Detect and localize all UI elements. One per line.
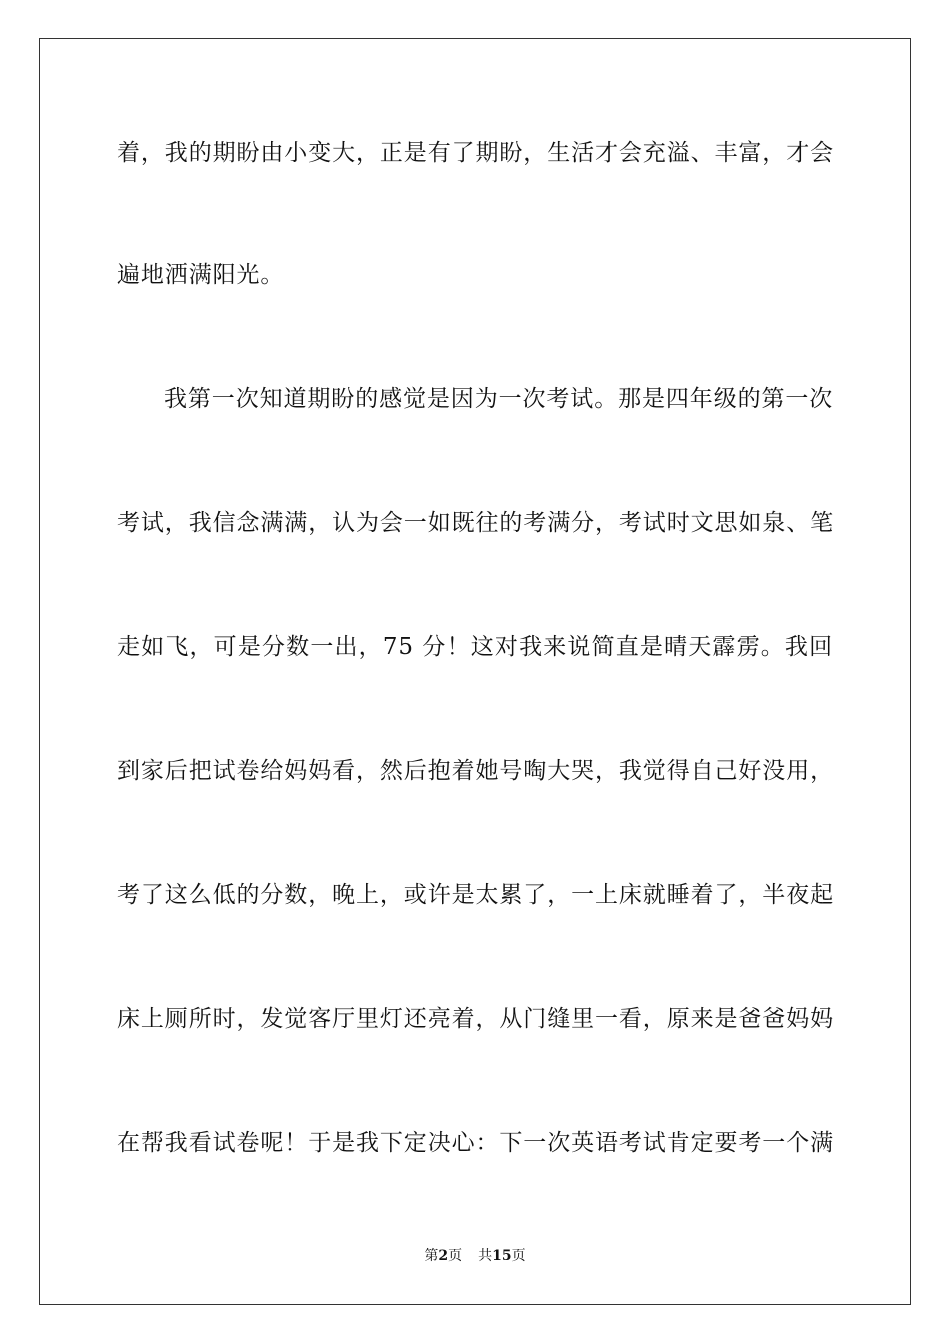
text-line-6: 到家后把试卷给妈妈看，然后抱着她号啕大哭，我觉得自己好没用， — [117, 758, 834, 784]
page-label-prefix: 第 — [424, 1248, 439, 1264]
text-line-9: 在帮我看试卷呢！于是我下定决心：下一次英语考试肯定要考一个满 — [117, 1130, 834, 1156]
total-label-suffix: 页 — [511, 1248, 526, 1264]
text-line-8: 床上厕所时，发觉客厅里灯还亮着，从门缝里一看，原来是爸爸妈妈 — [117, 1006, 834, 1032]
text-line-3: 我第一次知道期盼的感觉是因为一次考试。那是四年级的第一次 — [164, 386, 834, 412]
page-number: 2 — [438, 1248, 449, 1264]
text-line-2: 遍地洒满阳光。 — [117, 262, 285, 288]
text-line-7: 考了这么低的分数，晚上，或许是太累了，一上床就睡着了，半夜起 — [117, 882, 834, 908]
page-label-suffix: 页 — [448, 1248, 463, 1264]
text-line-5: 走如飞，可是分数一出，75 分！这对我来说简直是晴天霹雳。我回 — [117, 634, 833, 660]
page-footer — [0, 1247, 950, 1265]
total-label-prefix: 共 — [478, 1248, 493, 1264]
text-line-1: 着，我的期盼由小变大，正是有了期盼，生活才会充溢、丰富，才会 — [117, 140, 834, 166]
page-border — [39, 38, 911, 1305]
text-line-4: 考试，我信念满满，认为会一如既往的考满分，考试时文思如泉、笔 — [117, 510, 834, 536]
total-pages: 15 — [492, 1248, 512, 1264]
